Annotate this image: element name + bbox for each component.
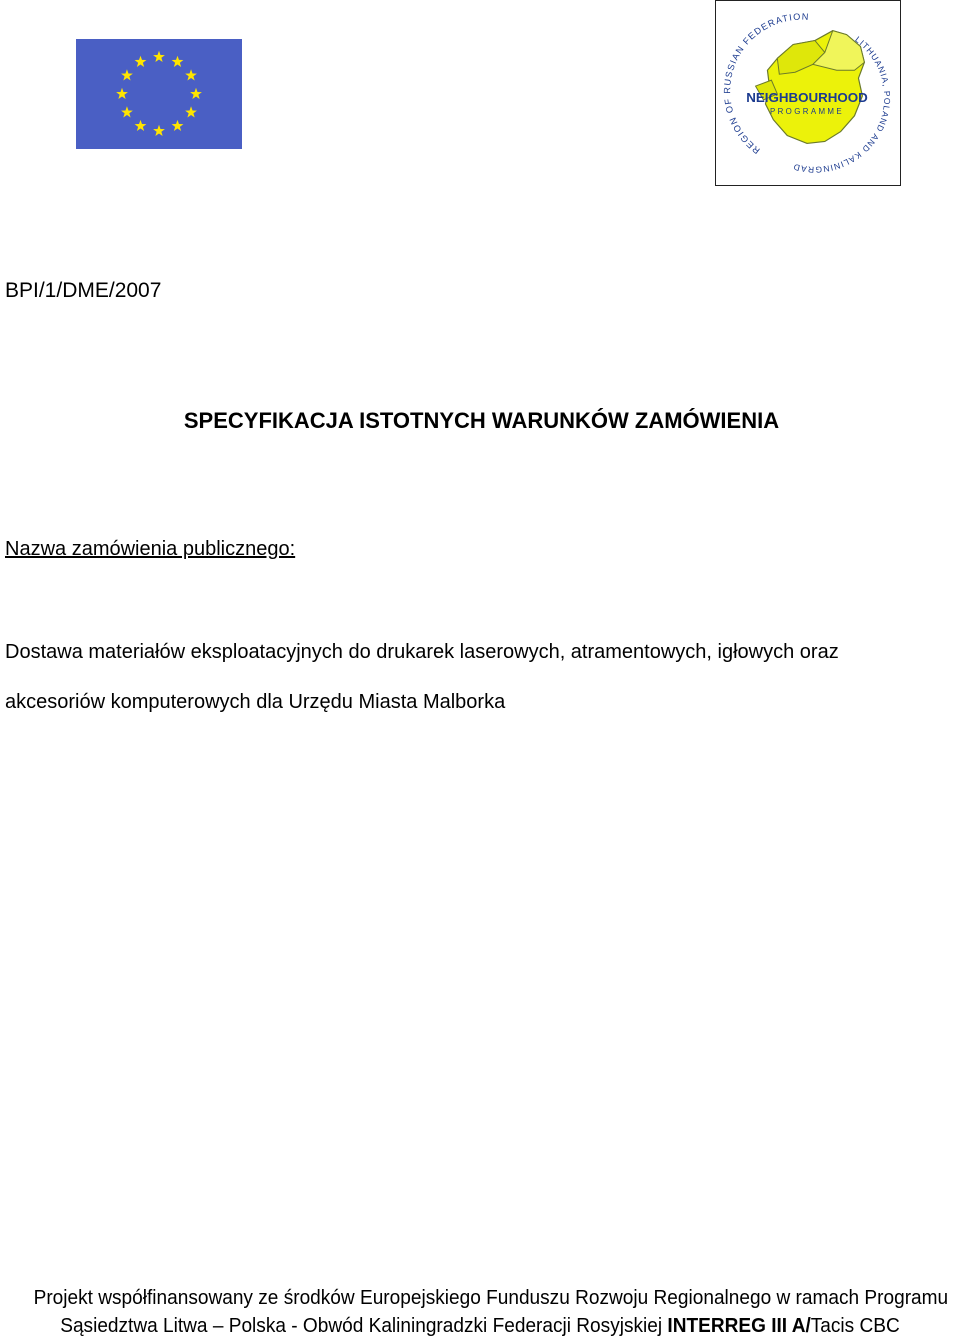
document-title: SPECYFIKACJA ISTOTNYCH WARUNKÓW ZAMÓWIENIA [183,408,780,433]
footer-cofinancing-note [33,1284,949,1340]
order-name-label: Nazwa zamówienia publicznego: [5,538,296,560]
ring-text-left: REGION OF RUSSIAN FEDERATION [722,11,810,156]
footer-line-1: Projekt współfinansowany ze środków Europejskiego Funduszu Rozwoju Regionalnego w ramach Programu [33,1286,949,1309]
document-reference: BPI/1/DME/2007 [5,279,162,302]
footer-line-2-bold: INTERREG III A/ [667,1314,811,1337]
footer-line-2-end: Tacis CBC [810,1314,900,1337]
logo-title: NEIGHBOURHOOD [746,89,868,105]
neighbourhood-map-icon [716,1,900,185]
logo-subtitle: PROGRAMME [769,106,845,116]
order-description-line-1: Dostawa materiałów eksploatacyjnych do drukarek laserowych, atramentowych, igłowych oraz [5,641,839,663]
neighbourhood-programme-logo [715,0,901,186]
order-description-line-2: akcesoriów komputerowych dla Urzędu Miasta Malborka [5,691,506,713]
eu-flag-logo [76,39,242,149]
ring-text-right: LITHUANIA, POLAND AND KALININGRAD [791,34,893,175]
footer-line-2-start: Sąsiedztwa Litwa – Polska - Obwód Kaliningradzki Federacji Rosyjskiej [60,1314,668,1337]
eu-flag-icon [76,39,242,149]
footer-line-2 [34,1312,927,1340]
